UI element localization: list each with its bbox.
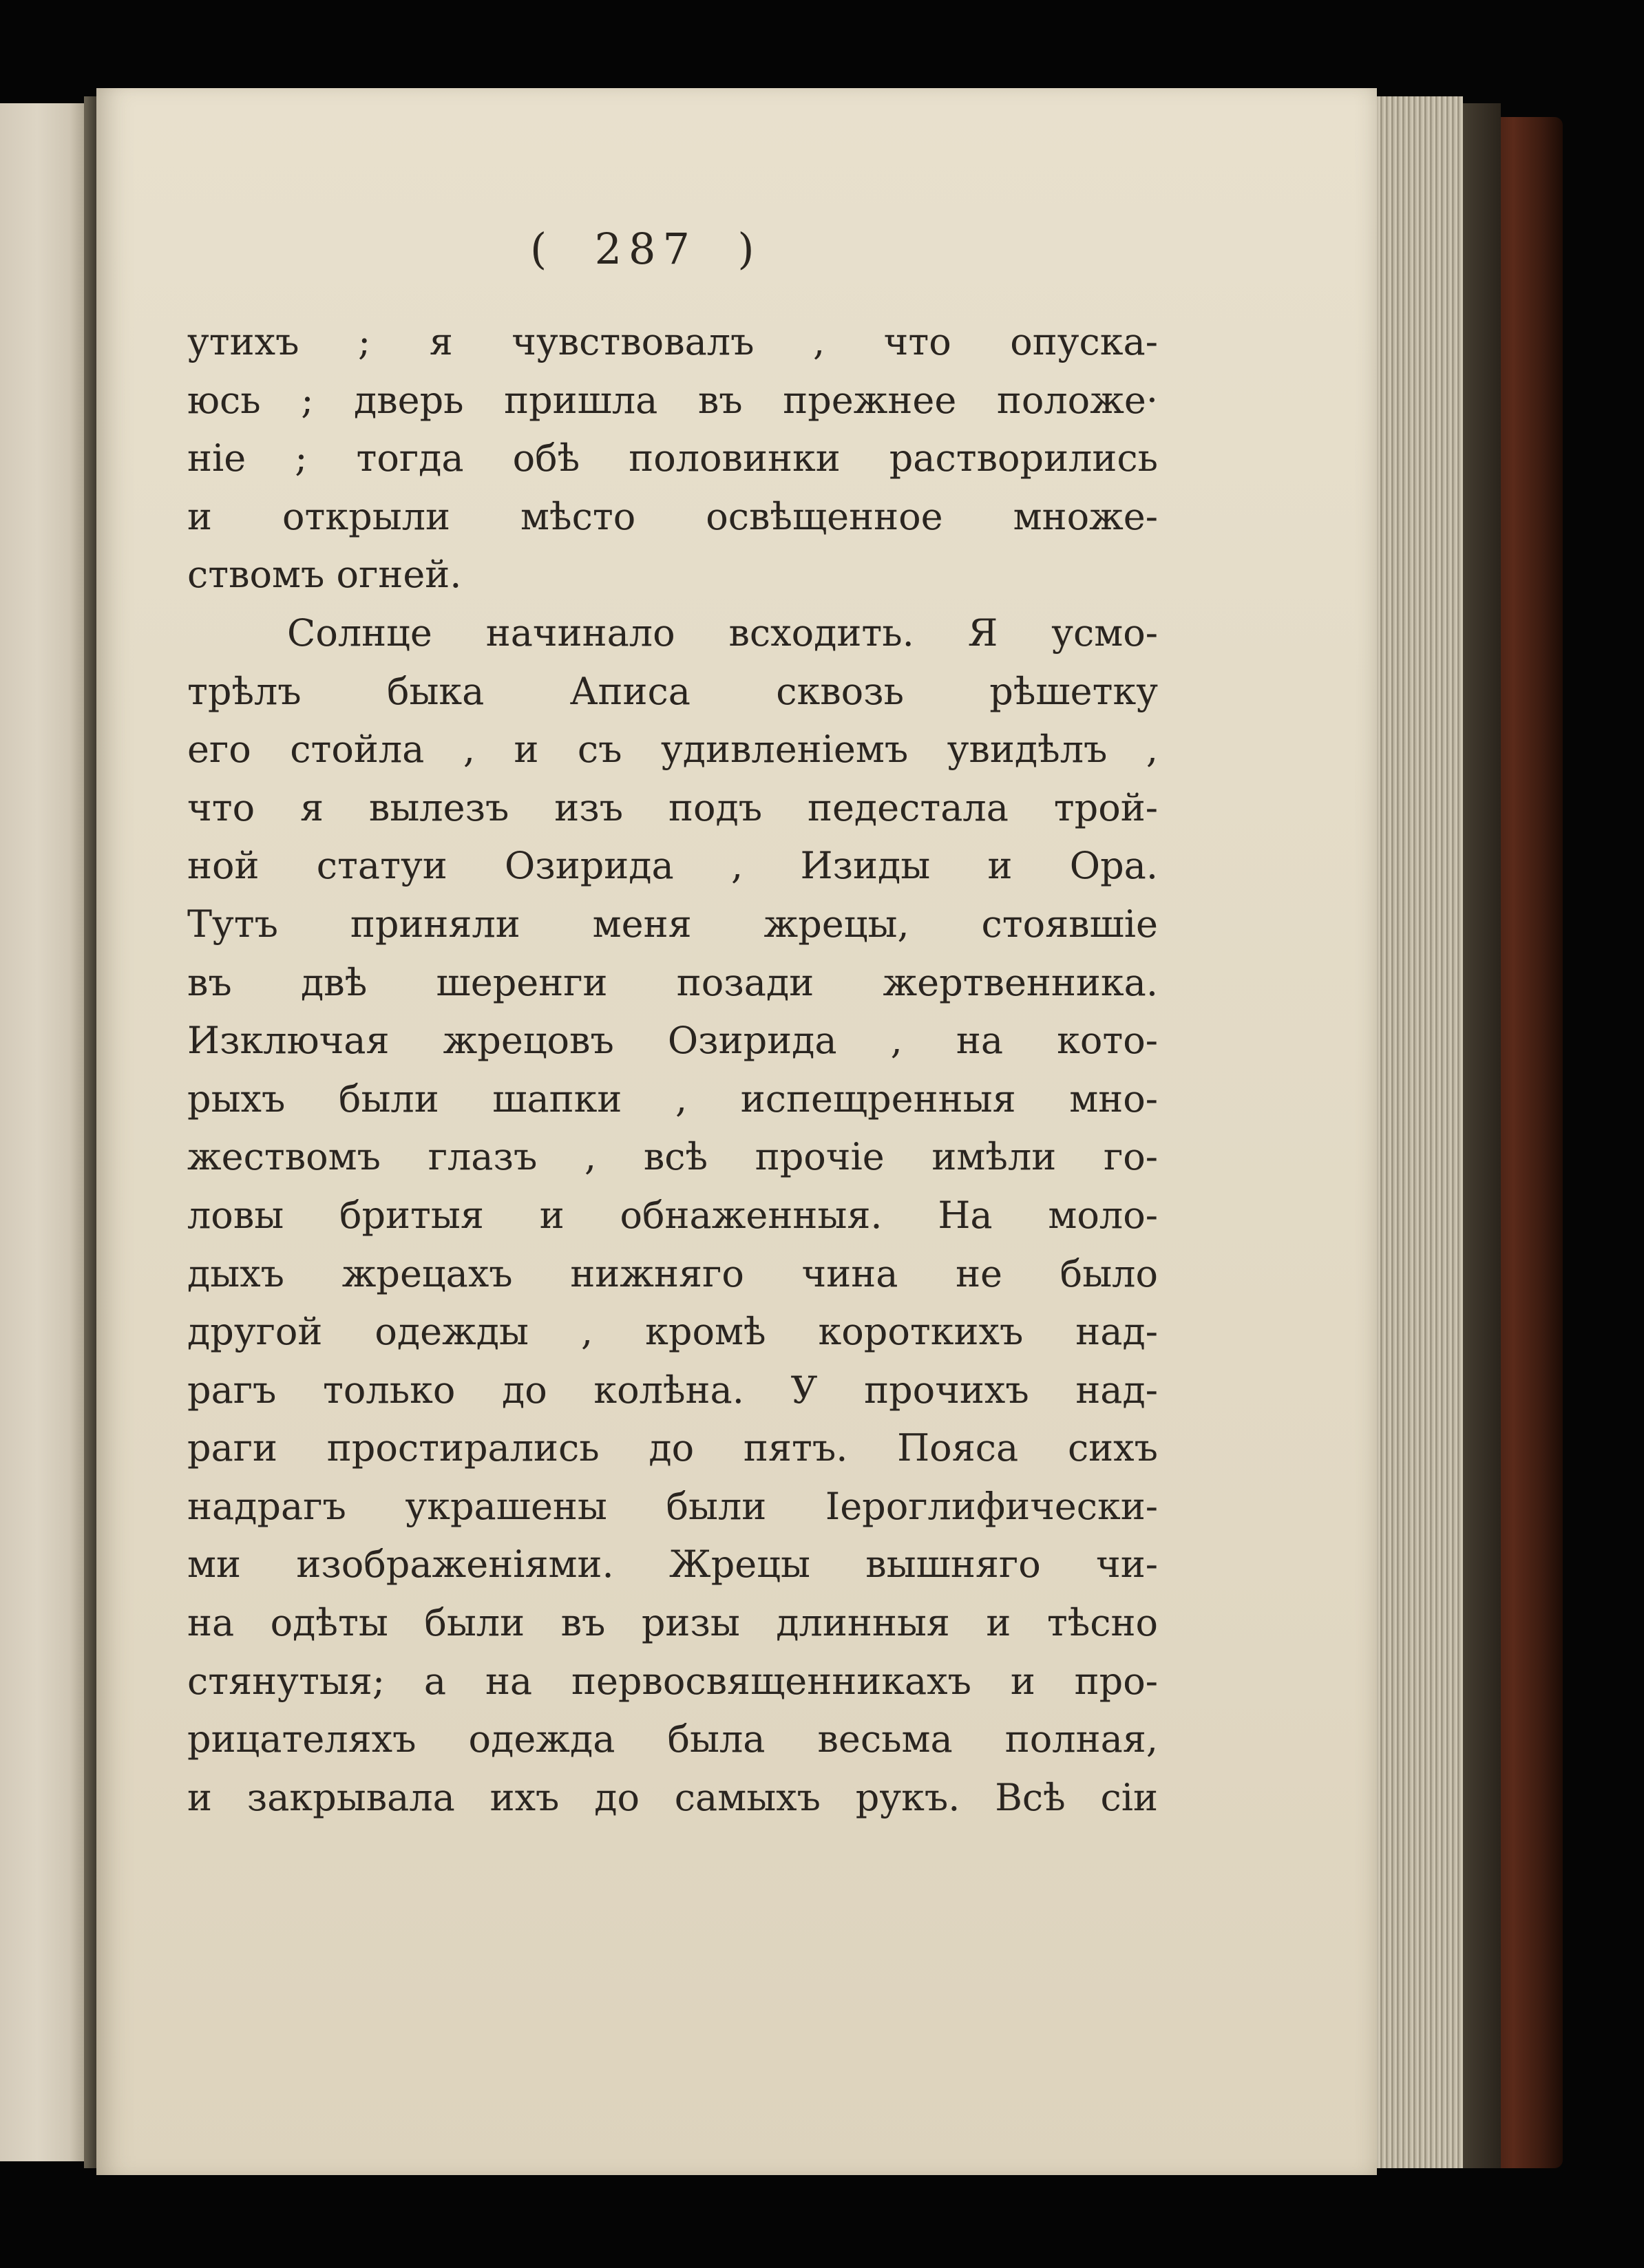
text-line: ловы бритыя и обнаженныя. На моло- [187,1193,1158,1237]
text-line: Изключая жрецовъ Озирида , на кото- [187,1019,1158,1063]
paragraph-2 [187,604,1158,1827]
text-line: его стойла , и съ удивленіемъ увидѣлъ , [187,728,1158,772]
text-line: надрагъ украшены были Іероглифически- [187,1484,1158,1528]
text-line: ствомъ огней. [187,553,462,597]
text-line: рагъ только до колѣна. У прочихъ над- [187,1368,1158,1412]
text-line: другой одежды , кромѣ короткихъ над- [187,1310,1158,1354]
text-line: Тутъ приняли меня жрецы, стоявшіе [187,902,1158,946]
text-line: что я вылезъ изъ подъ педестала трой- [187,785,1158,829]
page-body-text [187,313,1158,1827]
page-number: ( 287 ) [530,224,761,274]
left-facing-page [0,103,93,2161]
text-line: трѣлъ быка Аписа сквозь рѣшетку [187,669,1158,713]
text-line: и закрывала ихъ до самыхъ рукъ. Всѣ сіи [187,1775,1158,1819]
text-line: и открыли мѣсто освѣщенное множе- [187,494,1158,538]
text-line: ніе ; тогда обѣ половинки растворились [187,436,1158,480]
text-line: дыхъ жрецахъ нижняго чина не было [187,1251,1158,1295]
page-fore-edge [1367,96,1463,2168]
text-line: жествомъ глазъ , всѣ прочіе имѣли го- [187,1135,1158,1179]
text-line: юсь ; дверь пришла въ прежнее положе· [187,378,1158,422]
text-line: на одѣты были въ ризы длинныя и тѣсно [187,1601,1158,1645]
text-line: раги простирались до пятъ. Пояса сихъ [187,1426,1158,1470]
text-line: въ двѣ шеренги позади жертвенника. [187,960,1158,1004]
text-line: рицателяхъ одежда была весьма полная, [187,1717,1158,1761]
text-line: ми изображеніями. Жрецы вышняго чи- [187,1543,1158,1587]
text-line: ной статуи Озирида , Изиды и Ора. [187,844,1158,888]
text-line: Солнце начинало всходить. Я усмо- [287,611,1158,655]
text-line: стянутыя; а на первосвященникахъ и про- [187,1659,1158,1703]
text-line: утихъ ; я чувствовалъ , что опуска- [187,320,1158,363]
paragraph-1 [187,313,1158,604]
text-line: рыхъ были шапки , испещренныя мно- [187,1077,1158,1121]
